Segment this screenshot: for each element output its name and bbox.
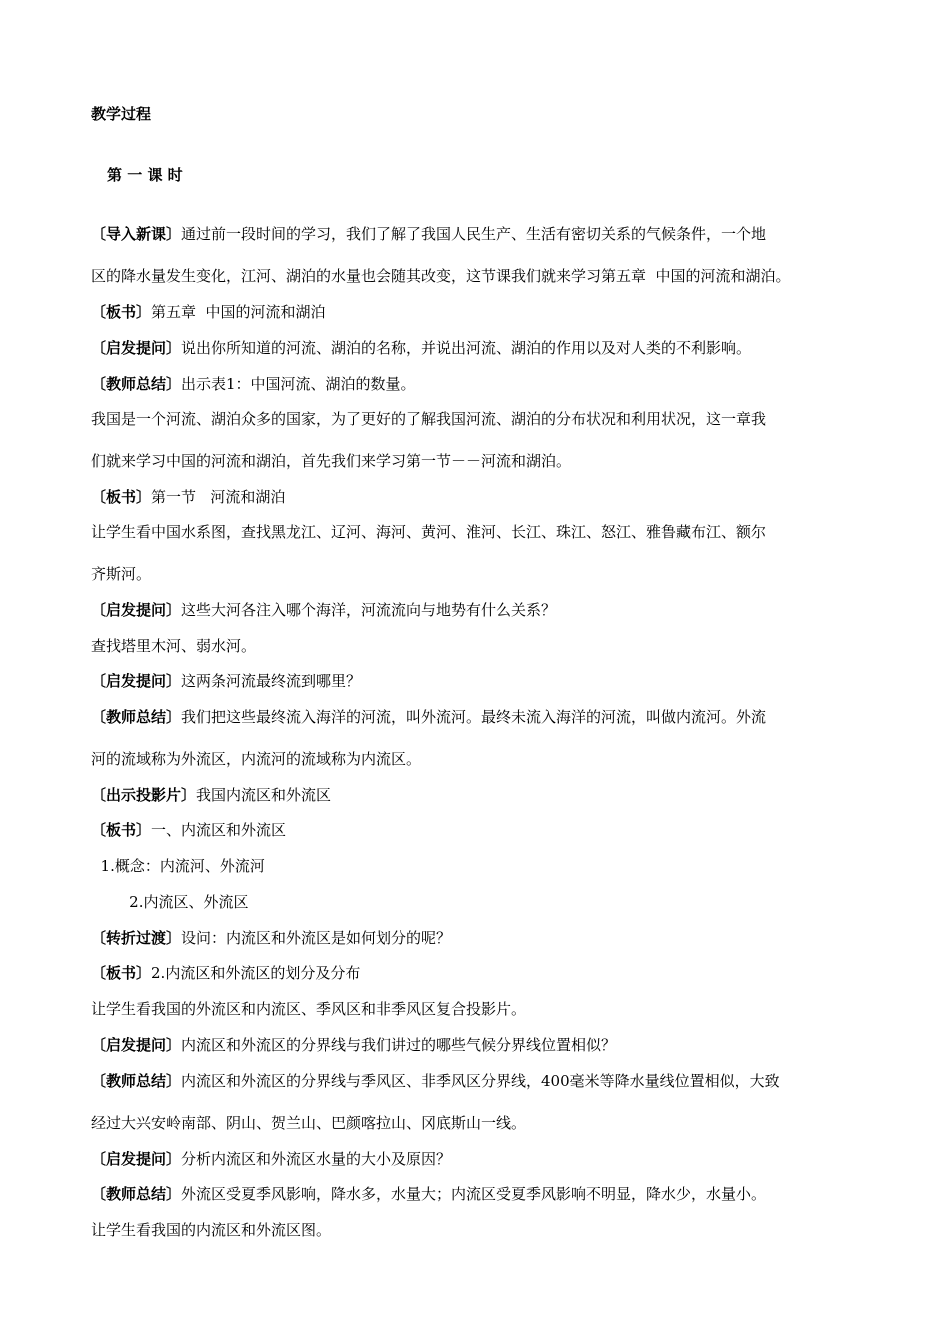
text-line [91,856,265,876]
text-line [91,749,421,769]
document-heading: 教学过程 [91,105,152,123]
text-line [91,224,766,244]
text-line [91,1035,616,1055]
section-tag: 〔教师总结〕 [91,375,182,393]
text-line [91,707,766,727]
section-tag: 〔启发提问〕 [91,1150,182,1168]
section-tag: 〔启发提问〕 [91,672,182,690]
line-text: 我国是一个河流、湖泊众多的国家，为了更好的了解我国河流、湖泊的分布状况和利用状况，这一章我 [91,410,767,428]
text-line [91,338,751,358]
line-text: 2.内流区、外流区 [91,893,249,911]
section-tag: 〔教师总结〕 [91,1072,182,1090]
line-text: 河的流域称为外流区，内流河的流域称为内流区。 [91,750,422,768]
text-line [91,820,286,840]
text-line [91,374,416,394]
line-text: 我国内流区和外流区 [196,786,332,804]
text-line [91,600,556,620]
line-text: 这些大河各注入哪个海洋，河流流向与地势有什么关系？ [181,601,557,619]
section-tag: 〔教师总结〕 [91,1185,182,1203]
text-line [91,1071,780,1091]
line-text: 通过前一段时间的学习，我们了解了我国人民生产、生活有密切关系的气候条件，一个地 [181,225,767,243]
text-line [91,928,451,948]
section-tag: 〔出示投影片〕 [91,786,197,804]
text-line [91,1220,331,1240]
section-tag: 〔板书〕 [91,964,152,982]
line-text: 说出你所知道的河流、湖泊的名称，并说出河流、湖泊的作用以及对人类的不利影响。 [181,339,752,357]
text-line [91,302,326,322]
line-text: 让学生看我国的内流区和外流区图。 [91,1221,332,1239]
line-text: 经过大兴安岭南部、阴山、贺兰山、巴颜喀拉山、冈底斯山一线。 [91,1114,527,1132]
text-line [91,522,766,542]
line-text: 区的降水量发生变化，江河、湖泊的水量也会随其改变，这节课我们就来学习第五章 中国的河流和湖泊。 [91,267,791,285]
text-line [91,785,331,805]
line-text: 外流区受夏季风影响，降水多，水量大；内流区受夏季风影响不明显，降水少，水量小。 [181,1185,767,1203]
line-text: 让学生看中国水系图，查找黑龙江、辽河、海河、黄河、淮河、长江、珠江、怒江、雅鲁藏布江、额尔 [91,523,767,541]
text-line [91,636,256,656]
line-text: 第五章 中国的河流和湖泊 [151,303,326,321]
section-tag: 〔板书〕 [91,488,152,506]
line-text: 2.内流区和外流区的划分及分布 [151,964,361,982]
line-text: 内流区和外流区的分界线与我们讲过的哪些气候分界线位置相似？ [181,1036,617,1054]
section-tag: 〔启发提问〕 [91,1036,182,1054]
text-line [91,1113,526,1133]
text-line [91,963,360,983]
line-text: 设问：内流区和外流区是如何划分的呢？ [181,929,452,947]
text-line [91,487,285,507]
line-text: 一、内流区和外流区 [151,821,287,839]
line-text: 这两条河流最终流到哪里？ [181,672,362,690]
lesson-subheading: 第 一 课 时 [107,166,183,184]
text-line [91,999,526,1019]
text-line [91,1149,451,1169]
line-text: 让学生看我国的外流区和内流区、季风区和非季风区复合投影片。 [91,1000,527,1018]
line-text: 我们把这些最终流入海洋的河流，叫外流河。最终未流入海洋的河流，叫做内流河。外流 [181,708,767,726]
section-tag: 〔转折过渡〕 [91,929,182,947]
section-tag: 〔导入新课〕 [91,225,182,243]
text-line [91,451,571,471]
text-line [91,671,361,691]
text-line [91,409,766,429]
text-line [91,1184,766,1204]
section-tag: 〔启发提问〕 [91,601,182,619]
text-line [91,892,248,912]
line-text: 出示表1：中国河流、湖泊的数量。 [181,375,416,393]
line-text: 分析内流区和外流区水量的大小及原因？ [181,1150,452,1168]
section-tag: 〔教师总结〕 [91,708,182,726]
text-line [91,266,791,286]
section-tag: 〔板书〕 [91,303,152,321]
section-tag: 〔板书〕 [91,821,152,839]
line-text: 第一节 河流和湖泊 [151,488,286,506]
text-line [91,564,151,584]
line-text: 1.概念：内流河、外流河 [91,857,265,875]
line-text: 内流区和外流区的分界线与季风区、非季风区分界线，400毫米等降水量线位置相似，大致 [181,1072,780,1090]
line-text: 查找塔里木河、弱水河。 [91,637,257,655]
section-tag: 〔启发提问〕 [91,339,182,357]
line-text: 齐斯河。 [91,565,152,583]
line-text: 们就来学习中国的河流和湖泊，首先我们来学习第一节－－河流和湖泊。 [91,452,572,470]
